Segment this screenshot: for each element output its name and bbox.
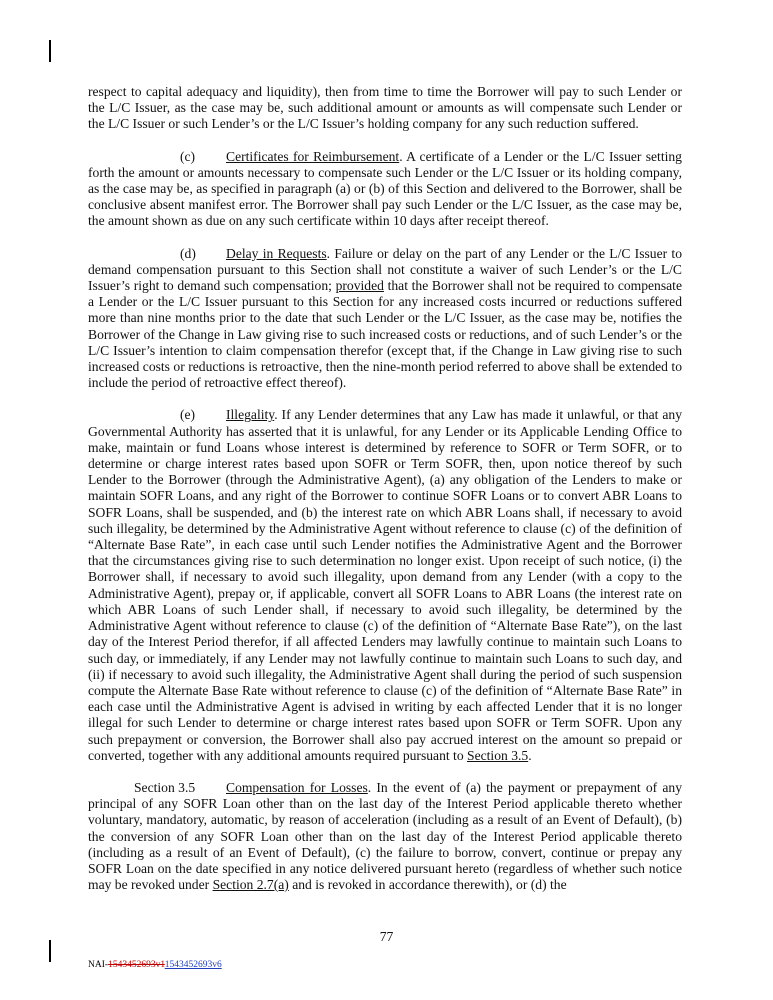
paragraph-text: and is revoked in accordance therewith), or (d) the [288,877,567,893]
doc-id-prefix: NAI- [88,960,109,970]
paragraph-text: respect to capital adequacy and liquidity), then from time to time the Borrower will pay to such Lender or the L/C Issuer, as the case may be, such additional amount or amounts as will compensate such Lender or the L/C Issuer or such Lender’s or the L/C Issuer’s holding company for any such reduction suffered. [88,84,682,132]
paragraph-text: . [528,747,532,763]
clause-label: (d) [180,245,196,261]
change-bar-bottom [49,940,51,962]
paragraph-text: . Failure or delay on the part of any Lender or the L/C Issuer to demand compensation pursuant to this Section shall not constitute a waiver of such Lender’s or the L/C Issuer’s right to demand such compensation; [88,245,682,294]
clause-label: (c) [180,148,196,164]
section-reference: Section 2.7(a) [212,877,289,893]
paragraph-capital-adequacy [88,84,682,133]
body-text [88,84,682,893]
section-reference: Section 3.5 [467,747,529,763]
section-heading: Compensation for Losses [226,779,368,795]
section-number: Section 3.5 [134,779,196,795]
clause-label: (e) [180,407,196,423]
paragraph-text: . If any Lender determines that any Law has made it unlawful, or that any Governmental Authority has asserted that it is unlawful, for any Lender or its Applicable Lending Office to make, maintain or fund Loans whose interest is determined by reference to SOFR or Term SOFR, or to determine or charge interest rates based upon SOFR or Term SOFR, then, upon notice thereof by such Lender to the Borrower (through the Administrative Agent), (a) any obligation of the Lenders to make or maintain SOFR Loans, and any right of the Borrower to continue SOFR Loans or to convert ABR Loans to SOFR Loans, shall be suspended, and (b) the interest rate on which ABR Loans shall, if necessary to avoid such illegality, be determined by the Administrative Agent without reference to clause (c) of the definition of “Alternate Base Rate”, in each case until such Lender notifies the Administrative Agent and the Borrower that the circumstances giving rise to such determination no longer exist. Upon receipt of such notice, (i) the Borrower shall, if necessary to avoid such illegality, upon demand from any Lender (with a copy to the Administrative Agent), prepay or, if applicable, convert all SOFR Loans to ABR Loans (the interest rate on which ABR Loans of such Lender shall, if necessary to avoid such illegality, be determined by the Administrative Agent without reference to clause (c) of the definition of “Alternate Base Rate”), on the last day of the Interest Period therefor, if all affected Lenders may lawfully continue to maintain such Loans to such day, or immediately, if any Lender may not lawfully continue to maintain such Loans to such day, and (ii) if necessary to avoid such illegality, the Administrative Agent shall during the period of such suspension compute the Alternate Base Rate without reference to clause (c) of the definition of “Alternate Base Rate” in each case until the Administrative Agent is advised in writing by each affected Lender that it is no longer illegal for such Lender to determine or charge interest rates based upon SOFR or Term SOFR. Upon any such prepayment or conversion, the Borrower shall also pay accrued interest on the amount so prepaid or converted, together with any additional amounts required pursuant to [88,407,682,763]
provided-term: provided [335,278,384,294]
doc-id-inserted: 1543452693v6 [164,960,222,970]
doc-id-deleted: 1543452693v1 [108,960,165,970]
change-bar-top [49,40,51,62]
page-number: 77 [379,929,394,944]
paragraph-illegality [88,407,682,763]
clause-heading: Illegality [226,407,275,423]
document-id [88,960,222,971]
paragraph-text: that the Borrower shall not be required to compensate a Lender or the L/C Issuer pursuant to this Section for any increased costs incurred or reductions suffered more than nine months prior to the date that such Lender or the L/C Issuer, as the case may be, notifies the Borrower of the Change in Law giving rise to such increased costs or reductions, and of such Lender’s or the L/C Issuer’s intention to claim compensation therefor (except that, if the Change in Law giving rise to such increased costs or reductions is retroactive, then the nine-month period referred to above shall be extended to include the period of retroactive effect thereof). [88,278,682,391]
paragraph-delay-in-requests [88,246,682,392]
clause-heading: Delay in Requests [226,245,327,261]
paragraph-text: . A certificate of a Lender or the L/C Issuer setting forth the amount or amounts necessary to compensate such Lender or the L/C Issuer or its holding company, as the case may be, as specified in paragraph (a) or (b) of this Section and delivered to the Borrower, shall be conclusive absent manifest error. The Borrower shall pay such Lender or the L/C Issuer, as the case may be, the amount shown as due on any such certificate within 10 days after receipt thereof. [88,148,682,229]
paragraph-compensation-for-losses [88,780,682,893]
clause-heading: Certificates for Reimbursement [226,148,400,164]
paragraph-text: . In the event of (a) the payment or prepayment of any principal of any SOFR Loan other than on the last day of the Interest Period applicable thereto whether voluntary, mandatory, automatic, by reason of acceleration (including as a result of an Event of Default), (b) the conversion of any SOFR Loan other than on the last day of the Interest Period applicable thereto (including as a result of an Event of Default), (c) the failure to borrow, convert, continue or prepay any SOFR Loan on the date specified in any notice delivered pursuant hereto (regardless of whether such notice may be revoked under [88,779,682,893]
paragraph-certificates-for-reimbursement [88,149,682,230]
